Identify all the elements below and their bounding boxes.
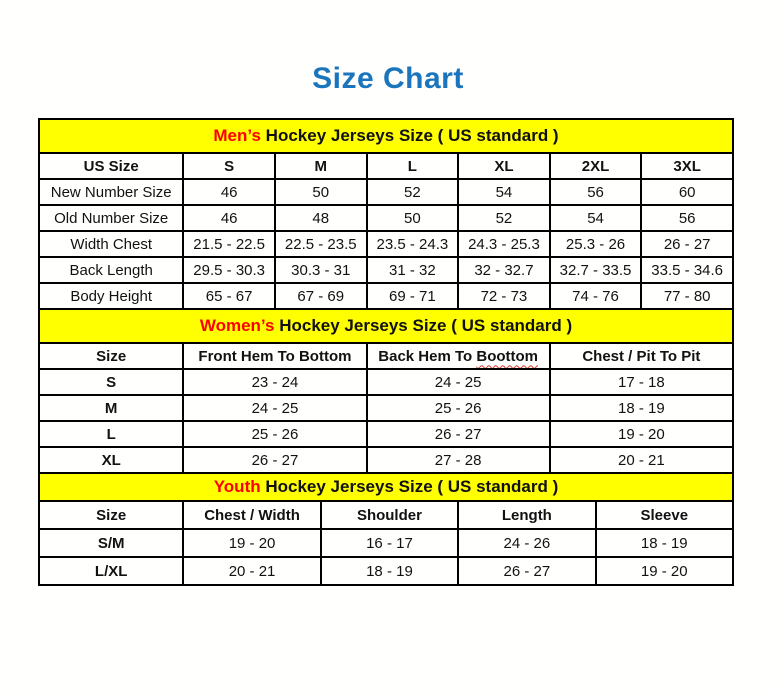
measurement-cell: 27 - 28 [367, 447, 550, 473]
measurement-cell: 32 - 32.7 [458, 257, 550, 283]
measurement-cell: 25 - 26 [367, 395, 550, 421]
table-row [39, 395, 733, 421]
table-row [39, 283, 733, 309]
measurement-cell: 33.5 - 34.6 [641, 257, 733, 283]
measurement-cell: 54 [458, 179, 550, 205]
column-header-row [39, 501, 733, 529]
row-label: XL [39, 447, 183, 473]
column-header: 2XL [550, 153, 642, 179]
measurement-cell: 72 - 73 [458, 283, 550, 309]
column-header: Size [39, 501, 183, 529]
table-row [39, 231, 733, 257]
measurement-cell: 24 - 25 [367, 369, 550, 395]
row-label: L/XL [39, 557, 183, 585]
band-rest-label: Hockey Jerseys Size ( US standard ) [265, 126, 559, 145]
measurement-cell: 31 - 32 [367, 257, 459, 283]
section-band-youth [39, 473, 733, 501]
measurement-cell: 32.7 - 33.5 [550, 257, 642, 283]
size-chart-page [0, 62, 776, 586]
measurement-cell: 19 - 20 [183, 529, 320, 557]
column-header: US Size [39, 153, 183, 179]
table-row [39, 257, 733, 283]
table-row [39, 557, 733, 585]
column-header: S [183, 153, 275, 179]
table-row [39, 205, 733, 231]
measurement-cell: 30.3 - 31 [275, 257, 367, 283]
column-header: Shoulder [321, 501, 458, 529]
measurement-cell: 19 - 20 [596, 557, 733, 585]
page-title: Size Chart [312, 62, 464, 95]
measurement-cell: 21.5 - 22.5 [183, 231, 275, 257]
column-header: Chest / Width [183, 501, 320, 529]
table-row [39, 179, 733, 205]
misspelled-word: Boottom [476, 347, 539, 365]
section-band-title [39, 119, 733, 153]
measurement-cell: 22.5 - 23.5 [275, 231, 367, 257]
row-label: L [39, 421, 183, 447]
section-band-womens [39, 309, 733, 343]
measurement-cell: 46 [183, 179, 275, 205]
row-label: Width Chest [39, 231, 183, 257]
column-header: Front Hem To Bottom [183, 343, 366, 369]
column-header: 3XL [641, 153, 733, 179]
measurement-cell: 26 - 27 [458, 557, 595, 585]
size-table-mens [38, 118, 734, 310]
measurement-cell: 69 - 71 [367, 283, 459, 309]
measurement-cell: 48 [275, 205, 367, 231]
measurement-cell: 25 - 26 [183, 421, 366, 447]
row-label: Body Height [39, 283, 183, 309]
size-table-womens [38, 308, 734, 474]
measurement-cell: 29.5 - 30.3 [183, 257, 275, 283]
column-header: XL [458, 153, 550, 179]
section-band-title [39, 309, 733, 343]
measurement-cell: 23 - 24 [183, 369, 366, 395]
measurement-cell: 52 [458, 205, 550, 231]
band-category-label: Women’s [199, 316, 275, 335]
measurement-cell: 26 - 27 [641, 231, 733, 257]
column-header-row [39, 153, 733, 179]
measurement-cell: 26 - 27 [367, 421, 550, 447]
measurement-cell: 16 - 17 [321, 529, 458, 557]
measurement-cell: 23.5 - 24.3 [367, 231, 459, 257]
measurement-cell: 52 [367, 179, 459, 205]
measurement-cell: 56 [641, 205, 733, 231]
measurement-cell: 19 - 20 [550, 421, 733, 447]
measurement-cell: 56 [550, 179, 642, 205]
band-rest-label: Hockey Jerseys Size ( US standard ) [265, 477, 559, 496]
measurement-cell: 65 - 67 [183, 283, 275, 309]
table-row [39, 369, 733, 395]
band-category-label: Men’s [213, 126, 261, 145]
row-label: M [39, 395, 183, 421]
section-band-title [39, 473, 733, 501]
column-header: Size [39, 343, 183, 369]
band-category-label: Youth [213, 477, 261, 496]
row-label: Old Number Size [39, 205, 183, 231]
measurement-cell: 50 [367, 205, 459, 231]
measurement-cell: 18 - 19 [550, 395, 733, 421]
table-row [39, 529, 733, 557]
band-rest-label: Hockey Jerseys Size ( US standard ) [279, 316, 573, 335]
measurement-cell: 50 [275, 179, 367, 205]
measurement-cell: 67 - 69 [275, 283, 367, 309]
measurement-cell: 20 - 21 [183, 557, 320, 585]
table-row [39, 447, 733, 473]
column-header-row [39, 343, 733, 369]
measurement-cell: 18 - 19 [321, 557, 458, 585]
column-header: Length [458, 501, 595, 529]
measurement-cell: 17 - 18 [550, 369, 733, 395]
measurement-cell: 24.3 - 25.3 [458, 231, 550, 257]
row-label: S [39, 369, 183, 395]
measurement-cell: 25.3 - 26 [550, 231, 642, 257]
section-band-mens [39, 119, 733, 153]
column-header: L [367, 153, 459, 179]
measurement-cell: 54 [550, 205, 642, 231]
measurement-cell: 74 - 76 [550, 283, 642, 309]
measurement-cell: 46 [183, 205, 275, 231]
column-header: M [275, 153, 367, 179]
row-label: S/M [39, 529, 183, 557]
measurement-cell: 18 - 19 [596, 529, 733, 557]
measurement-cell: 77 - 80 [641, 283, 733, 309]
column-header: Sleeve [596, 501, 733, 529]
row-label: Back Length [39, 257, 183, 283]
column-header: Back Hem To Boottom [367, 343, 550, 369]
measurement-cell: 60 [641, 179, 733, 205]
table-row [39, 421, 733, 447]
row-label: New Number Size [39, 179, 183, 205]
size-table-youth [38, 472, 734, 586]
measurement-cell: 24 - 26 [458, 529, 595, 557]
measurement-cell: 20 - 21 [550, 447, 733, 473]
size-tables-container [38, 118, 734, 586]
measurement-cell: 26 - 27 [183, 447, 366, 473]
column-header: Chest / Pit To Pit [550, 343, 733, 369]
measurement-cell: 24 - 25 [183, 395, 366, 421]
